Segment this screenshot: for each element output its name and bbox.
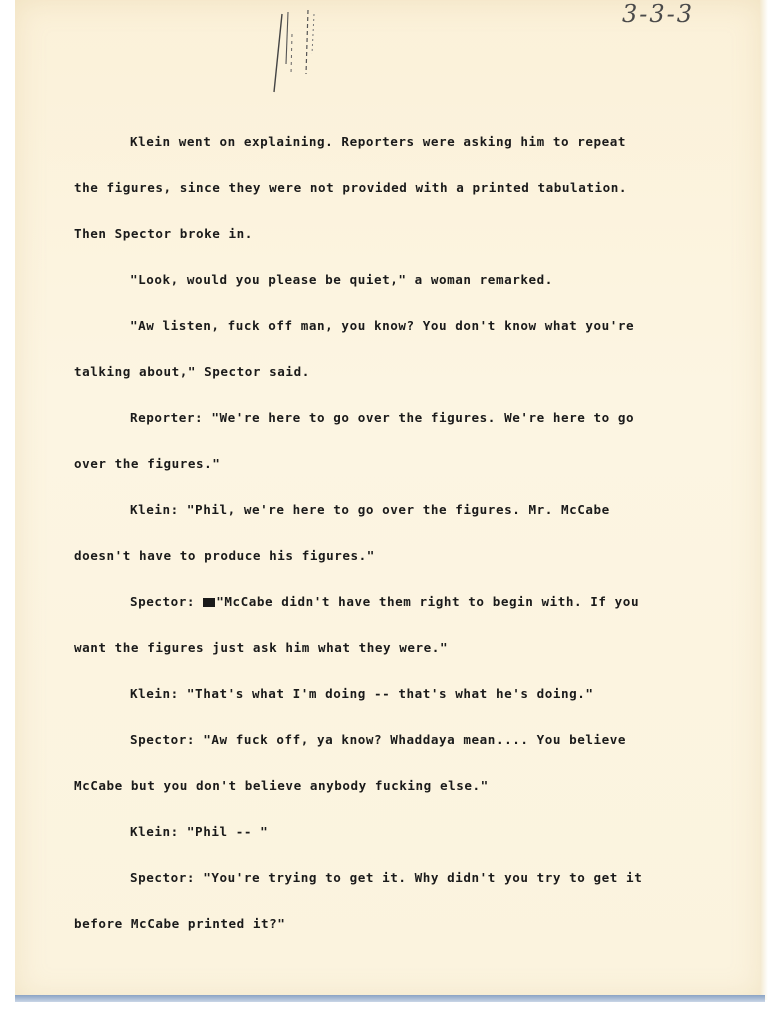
text-line: the figures, since they were not provided with a printed tabulation.: [74, 180, 627, 195]
text-line: want the figures just ask him what they were.": [74, 640, 449, 655]
text-line: [74, 579, 734, 625]
text-line: over the figures.": [74, 456, 221, 471]
page-number: 3-3-3: [622, 0, 695, 28]
text-line: talking about," Spector said.: [74, 364, 310, 379]
page-bottom-edge: [15, 995, 765, 1002]
text-line: Klein: "Phil -- ": [130, 824, 269, 839]
strikeout-mark: [203, 598, 215, 607]
text-line-content: "McCabe didn't have them right to begin with. If you: [216, 594, 640, 609]
text-line: Spector: "You're trying to get it. Why didn't you try to get it: [130, 870, 643, 885]
text-line: doesn't have to produce his figures.": [74, 548, 375, 563]
text-line: Klein: "Phil, we're here to go over the figures. Mr. McCabe: [130, 502, 610, 517]
page-edge: [760, 0, 768, 1000]
text-line: Klein: "That's what I'm doing -- that's what he's doing.": [130, 686, 594, 701]
text-line: Then Spector broke in.: [74, 226, 253, 241]
text-line: "Look, would you please be quiet," a woman remarked.: [130, 272, 553, 287]
typed-transcript: [74, 119, 734, 947]
text-line: McCabe but you don't believe anybody fucking else.": [74, 778, 489, 793]
text-line: Klein went on explaining. Reporters were asking him to repeat: [130, 134, 627, 149]
text-line: Reporter: "We're here to go over the figures. We're here to go: [130, 410, 635, 425]
pencil-mark-icon: [268, 4, 338, 94]
text-line: Spector: "Aw fuck off, ya know? Whaddaya mean.... You believe: [130, 732, 627, 747]
text-line: before McCabe printed it?": [74, 916, 286, 931]
speaker-label: Spector:: [130, 594, 204, 609]
text-line: "Aw listen, fuck off man, you know? You don't know what you're: [130, 318, 635, 333]
